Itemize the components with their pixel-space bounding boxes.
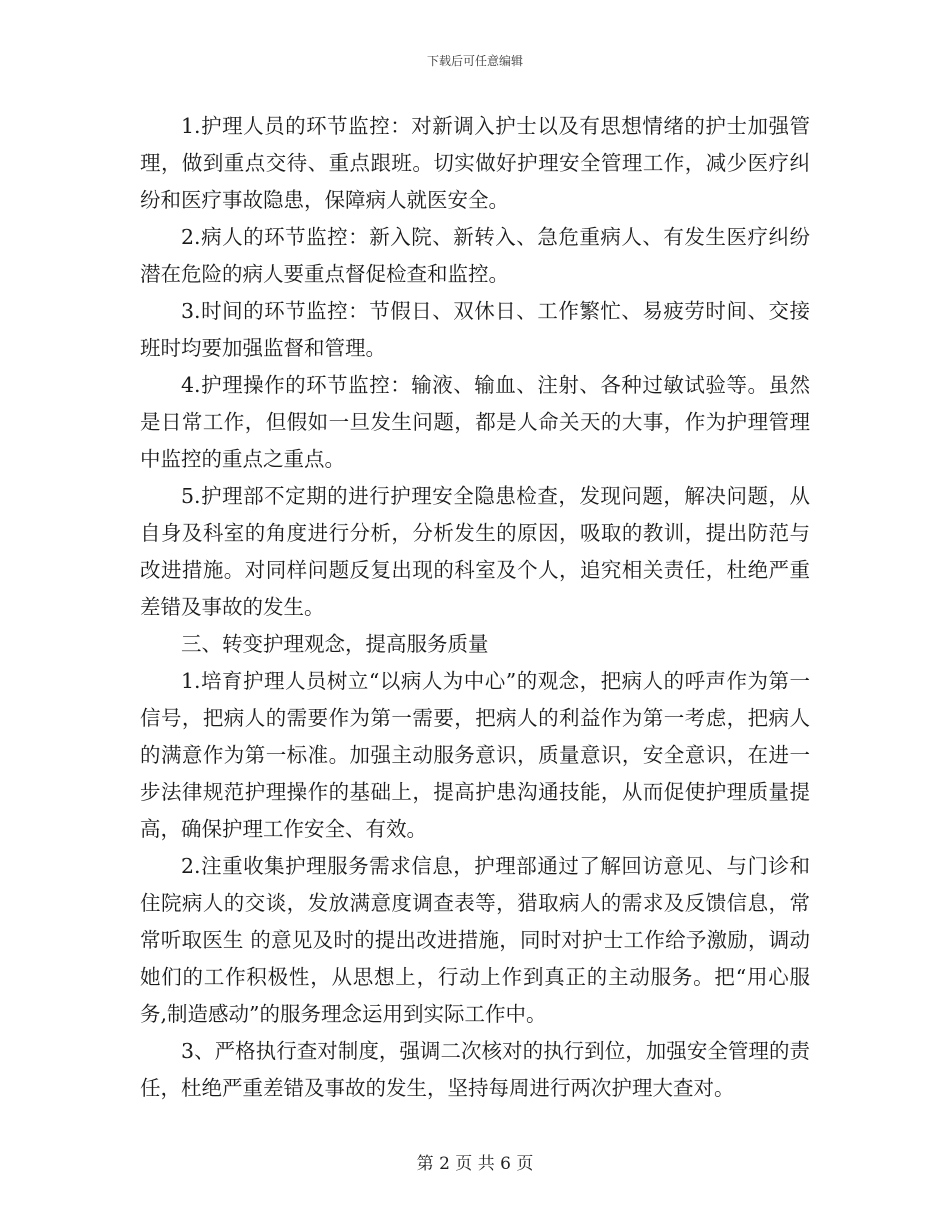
paragraph-operation-monitoring: 4.护理操作的环节监控：输液、输血、注射、各种过敏试验等。虽然是日常工作，但假如一旦发生问题，都是人命关天的大事，作为护理管理中监控的重点之重点。 [140, 373, 810, 471]
paragraph-patient-centered: 1.培育护理人员树立“以病人为中心”的观念，把病人的呼声作为第一信号，把病人的需要作为第一需要，把病人的利益作为第一考虑，把病人的满意作为第一标准。加强主动服务意识，质量意识，安全意识，在进一步法律规范护理操作的基础上，提高护患沟通技能，从而促使护理质量提高，确保护理工作安全、有效。 [140, 669, 810, 841]
paragraph-check-system: 3、严格执行查对制度，强调二次核对的执行到位，加强安全管理的责任，杜绝严重差错及事故的发生，坚持每周进行两次护理大查对。 [140, 1039, 810, 1100]
document-body [140, 108, 810, 1107]
page-header: 下载后可任意编辑 [426, 54, 523, 68]
paragraph-time-monitoring: 3.时间的环节监控：节假日、双休日、工作繁忙、易疲劳时间、交接班时均要加强监督和管理。 [140, 299, 810, 360]
paragraph-patient-monitoring: 2.病人的环节监控：新入院、新转入、急危重病人、有发生医疗纠纷潜在危险的病人要重点督促检查和监控。 [140, 225, 810, 286]
paragraph-nurse-monitoring: 1.护理人员的环节监控：对新调入护士以及有思想情绪的护士加强管理，做到重点交待、重点跟班。切实做好护理安全管理工作，减少医疗纠纷和医疗事故隐患，保障病人就医安全。 [140, 114, 810, 212]
paragraph-safety-inspection: 5.护理部不定期的进行护理安全隐患检查，发现问题，解决问题，从自身及科室的角度进行分析，分析发生的原因，吸取的教训，提出防范与改进措施。对同样问题反复出现的科室及个人，追究相关责任，杜绝严重差错及事故的发生。 [140, 484, 810, 619]
paragraph-service-feedback: 2.注重收集护理服务需求信息，护理部通过了解回访意见、与门诊和住院病人的交谈，发放满意度调查表等，猎取病人的需求及反馈信息，常常听取医生 的意见及时的提出改进措施，同时对护士工作给予激励，调动她们的工作积极性，从思想上，行动上作到真正的主动服务。把“用心服务,制造感动”的服务理念运用到实际工作中。 [140, 854, 810, 1026]
page-number: 第 2 页 共 6 页 [416, 1154, 534, 1174]
section-heading-3: 三、转变护理观念，提高服务质量 [181, 632, 489, 656]
